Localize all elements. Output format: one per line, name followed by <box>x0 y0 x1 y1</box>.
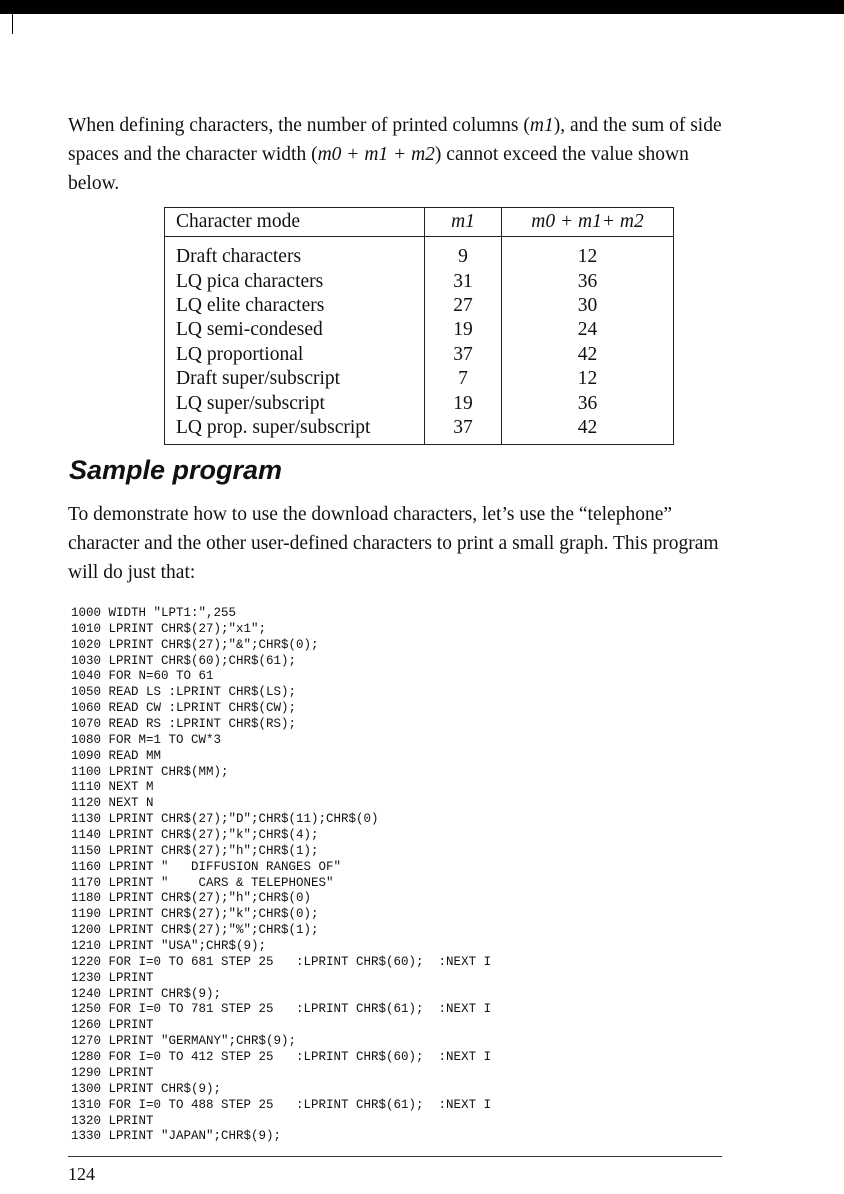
code-line: 1150 LPRINT CHR$(27);"h";CHR$(1); <box>71 843 319 858</box>
code-line: 1100 LPRINT CHR$(MM); <box>71 764 229 779</box>
code-line: 1170 LPRINT " CARS & TELEPHONES" <box>71 875 334 890</box>
cell-mode: LQ elite characters <box>176 294 325 316</box>
code-line: 1190 LPRINT CHR$(27);"k";CHR$(0); <box>71 907 319 922</box>
cell-mode: LQ super/subscript <box>176 392 325 414</box>
code-line: 1330 LPRINT "JAPAN";CHR$(9); <box>71 1129 282 1144</box>
code-line: 1040 FOR N=60 TO 61 <box>71 669 214 684</box>
code-line: 1000 WIDTH "LPT1:",255 <box>71 606 237 620</box>
code-line: 1090 READ MM <box>71 748 162 763</box>
cell-m1: 31 <box>425 269 502 293</box>
cell-m1: 19 <box>425 318 502 342</box>
cell-sum: 42 <box>502 343 674 367</box>
table-header-row <box>165 208 674 237</box>
cell-mode: LQ prop. super/subscript <box>176 416 371 438</box>
code-line: 1140 LPRINT CHR$(27);"k";CHR$(4); <box>71 828 319 843</box>
cell-mode: Draft characters <box>176 246 302 268</box>
table-row <box>165 294 674 318</box>
intro-text-3: ) cannot exceed the value shown below. <box>68 144 689 194</box>
cell-sum: 12 <box>502 367 674 391</box>
code-line: 1120 NEXT N <box>71 796 154 811</box>
cell-sum: 30 <box>502 294 674 318</box>
table-row <box>165 269 674 293</box>
code-line: 1210 LPRINT "USA";CHR$(9); <box>71 939 267 954</box>
code-line: 1270 LPRINT "GERMANY";CHR$(9); <box>71 1034 297 1049</box>
code-line: 1060 READ CW :LPRINT CHR$(CW); <box>71 701 297 716</box>
code-line: 1110 NEXT M <box>71 780 154 795</box>
intro-paragraph <box>68 111 728 198</box>
table-row <box>165 391 674 415</box>
cell-sum: 42 <box>502 416 674 445</box>
cell-mode: LQ semi-condesed <box>176 319 323 341</box>
cell-m1: 19 <box>425 391 502 415</box>
intro-var-m1: m1 <box>529 115 554 136</box>
intro-text-2: ), and the sum of side spaces and the character width ( <box>68 115 722 165</box>
cell-m1: 37 <box>425 416 502 445</box>
code-line: 1300 LPRINT CHR$(9); <box>71 1081 222 1096</box>
cell-sum: 24 <box>502 318 674 342</box>
top-border-bar <box>0 0 844 14</box>
code-line: 1280 FOR I=0 TO 412 STEP 25 :LPRINT CHR$(60); :NEXT I <box>71 1050 492 1065</box>
intro-var-sum: m0 + m1 + m2 <box>317 144 435 165</box>
code-line: 1240 LPRINT CHR$(9); <box>71 986 222 1001</box>
cell-m1: 7 <box>425 367 502 391</box>
basic-code-listing <box>71 606 491 1145</box>
table-row <box>165 343 674 367</box>
cell-sum: 12 <box>502 237 674 270</box>
code-line: 1250 FOR I=0 TO 781 STEP 25 :LPRINT CHR$(61); :NEXT I <box>71 1002 492 1017</box>
code-line: 1180 LPRINT CHR$(27);"h";CHR$(0) <box>71 891 312 906</box>
cell-m1: 9 <box>425 237 502 270</box>
code-line: 1050 READ LS :LPRINT CHR$(LS); <box>71 685 297 700</box>
header-m1: m1 <box>425 208 502 237</box>
top-border-tick <box>12 14 13 34</box>
code-line: 1130 LPRINT CHR$(27);"D";CHR$(11);CHR$(0) <box>71 812 379 827</box>
header-sum: m0 + m1+ m2 <box>502 208 674 237</box>
code-line: 1030 LPRINT CHR$(60);CHR$(61); <box>71 653 297 668</box>
code-line: 1200 LPRINT CHR$(27);"%";CHR$(1); <box>71 923 319 938</box>
cell-m1: 27 <box>425 294 502 318</box>
cell-mode: Draft super/subscript <box>176 368 341 390</box>
code-line: 1290 LPRINT <box>71 1065 154 1080</box>
table-row <box>165 416 674 445</box>
code-line: 1310 FOR I=0 TO 488 STEP 25 :LPRINT CHR$(61); :NEXT I <box>71 1097 492 1112</box>
code-line: 1220 FOR I=0 TO 681 STEP 25 :LPRINT CHR$(60); :NEXT I <box>71 954 492 969</box>
cell-m1: 37 <box>425 343 502 367</box>
code-line: 1160 LPRINT " DIFFUSION RANGES OF" <box>71 859 342 874</box>
header-character-mode: Character mode <box>165 208 425 237</box>
code-line: 1230 LPRINT <box>71 970 154 985</box>
table-row <box>165 367 674 391</box>
code-line: 1070 READ RS :LPRINT CHR$(RS); <box>71 717 297 732</box>
cell-sum: 36 <box>502 269 674 293</box>
section-heading: Sample program <box>69 455 283 485</box>
page-number: 124 <box>68 1164 95 1184</box>
code-line: 1260 LPRINT <box>71 1018 154 1033</box>
footer-rule <box>68 1156 722 1157</box>
cell-mode: LQ pica characters <box>176 270 324 292</box>
cell-sum: 36 <box>502 391 674 415</box>
code-line: 1010 LPRINT CHR$(27);"x1"; <box>71 621 267 636</box>
code-line: 1020 LPRINT CHR$(27);"&";CHR$(0); <box>71 637 319 652</box>
code-line: 1080 FOR M=1 TO CW*3 <box>71 732 222 747</box>
table-row <box>165 237 674 270</box>
sample-program-paragraph: To demonstrate how to use the download characters, let’s use the “telephone” character and the other user-defined characters to print a small graph. This program will do just that: <box>68 504 719 583</box>
intro-text-1: When defining characters, the number of printed columns ( <box>68 115 530 136</box>
table-row <box>165 318 674 342</box>
character-limits-table <box>164 207 674 445</box>
code-line: 1320 LPRINT <box>71 1113 154 1128</box>
cell-mode: LQ proportional <box>176 343 304 365</box>
